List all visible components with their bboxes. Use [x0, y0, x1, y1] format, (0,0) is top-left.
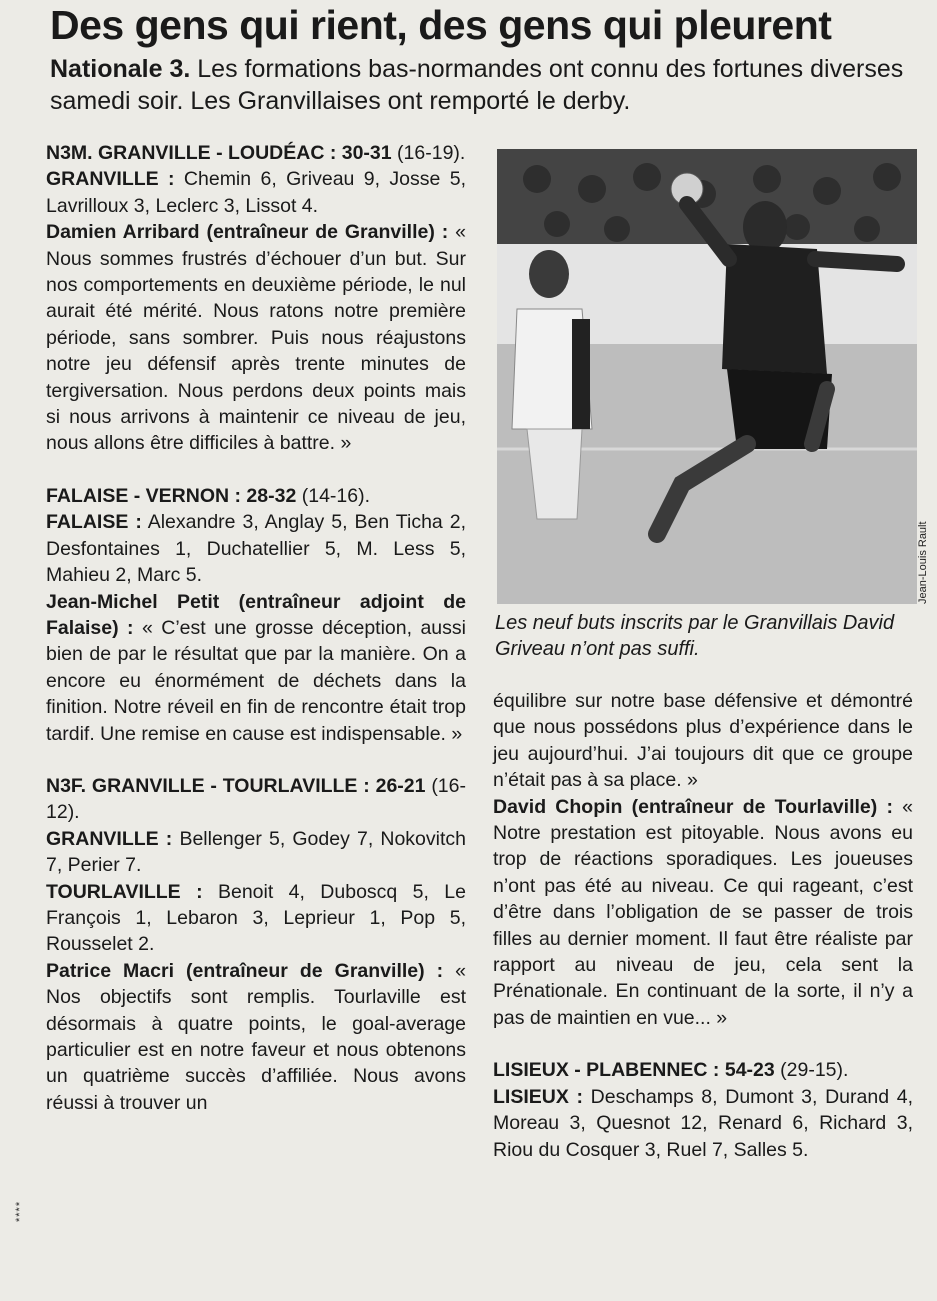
match-3-quote-2: « Notre prestation est pitoyable. Nous avons eu trop de réactions sporadiques. Les joueuses n’ont pas été au niveau. Ce qui rageant, c’est d’être dans l’obligation de se passer de trois filles au dernier moment. Il faut être réaliste par rapport au niveau de jeu, cela sent la Prénationale. En continuant de la sorte, il n’y a pas de maintien en vue... »	[493, 795, 914, 1029]
match-2-lineup	[46, 509, 466, 588]
match-3-team-home: GRANVILLE :	[46, 827, 173, 850]
match-4-title: LISIEUX - PLABENNEC : 54-23	[493, 1059, 775, 1082]
player-illustration	[497, 149, 917, 604]
match-4-score	[493, 1057, 913, 1083]
match-1-reaction	[46, 219, 466, 457]
match-1-players: Chemin 6, Griveau 9, Josse 5, Lavrilloux 3, Leclerc 3, Lissot 4.	[46, 168, 466, 217]
left-column	[46, 140, 466, 1116]
right-column	[493, 688, 913, 1163]
match-3-quote-continued: équilibre sur notre base défensive et démontré que nous possédons plus d’expérience dans le jeu aujourd’hui. J’ai toujours dit que ce groupe n’était pas à sa place. »	[493, 690, 913, 792]
headline: Des gens qui rient, des gens qui pleurent	[50, 2, 832, 48]
match-2-quote: « C’est une grosse déception, aussi bien de par le résultat que par la manière. On a encore eu énormément de déchets dans la finition. Notre réveil en fin de rencontre était trop tardif. Une remise en cause est indispensable. »	[46, 616, 466, 745]
match-1-title: N3M. GRANVILLE - LOUDÉAC : 30-31	[46, 142, 392, 164]
match-3-lineup-away	[46, 879, 466, 958]
match-4-half: (29-15).	[774, 1059, 849, 1082]
match-3-title: N3F. GRANVILLE - TOURLAVILLE : 26-21	[46, 774, 426, 797]
photo-credit: Jean-Louis Rault	[917, 521, 929, 604]
match-4-lineup	[493, 1084, 913, 1163]
match-2-coach: Jean-Michel Petit (entraîneur adjoint de Falaise) :	[46, 590, 466, 639]
match-4-players: Deschamps 8, Dumont 3, Durand 4, Moreau 3, Quesnot 12, Renard 6, Richard 3, Riou du Cosquer 3, Ruel 7, Salles 5.	[493, 1085, 913, 1161]
chapo	[50, 53, 920, 117]
match-2-players: Alexandre 3, Anglay 5, Ben Ticha 2, Desfontaines 1, Duchatellier 5, M. Less 5, Mahieu 2, Marc 5.	[46, 511, 466, 587]
match-1-quote: « Nous sommes frustrés d’échouer d’un but. Sur nos comportements en deuxième période, le nul aurait été mérité. Nous ratons notre première période, sans sombrer. Puis nous réajustons notre jeu défensif après trente minutes de tergiversation. Nous perdons deux points mais si nous arrivons à maintenir ce niveau de jeu, nous allons être difficiles à battre. »	[46, 221, 467, 455]
match-3-coach: Patrice Macri (entraîneur de Granville) :	[46, 959, 444, 982]
match-1-lineup	[46, 166, 466, 219]
match-4-team: LISIEUX :	[493, 1085, 584, 1108]
photo-caption: Les neuf buts inscrits par le Granvillais David Griveau n’ont pas suffi.	[495, 612, 895, 660]
chapo-text: Les formations bas-normandes ont connu des fortunes diverses samedi soir. Les Granvillaises ont remporté le derby.	[50, 55, 904, 115]
match-3-quote: « Nos objectifs sont remplis. Tourlaville est désormais à quatre points, le goal-average particulier est en notre faveur et nous obtenons un quatrième succès d’affiliée. Nous avons réussi à trouver un	[46, 959, 467, 1114]
match-3-reaction	[46, 958, 466, 1116]
chapo-lead: Nationale 3.	[50, 55, 191, 83]
match-2-half: (14-16).	[296, 484, 371, 507]
match-1-team: GRANVILLE :	[46, 168, 175, 191]
match-1-half: (16-19).	[391, 142, 466, 164]
match-2-team: FALAISE :	[46, 511, 142, 534]
match-3-half: (16-12).	[46, 774, 466, 824]
match-3-players-away: Benoit 4, Duboscq 5, Le François 1, Lebaron 3, Leprieur 1, Pop 5, Rousselet 2.	[46, 880, 466, 956]
match-3-lineup-home	[46, 826, 466, 879]
match-3-reaction-2	[493, 794, 913, 1032]
match-3-team-away: TOURLAVILLE :	[46, 880, 203, 903]
match-3-score	[46, 773, 466, 826]
match-3-coach-2: David Chopin (entraîneur de Tourlaville) :	[493, 795, 893, 818]
match-2-title: FALAISE - VERNON : 28-32	[46, 484, 297, 507]
match-2-reaction	[46, 589, 466, 747]
match-1-coach: Damien Arribard (entraîneur de Granville) :	[46, 221, 449, 244]
match-1-score	[46, 140, 466, 166]
handball-photo	[497, 149, 917, 604]
match-3-players-home: Bellenger 5, Godey 7, Nokovitch 7, Perier 7.	[46, 827, 466, 877]
margin-stars: ****	[14, 1200, 26, 1222]
match-2-score	[46, 483, 466, 509]
